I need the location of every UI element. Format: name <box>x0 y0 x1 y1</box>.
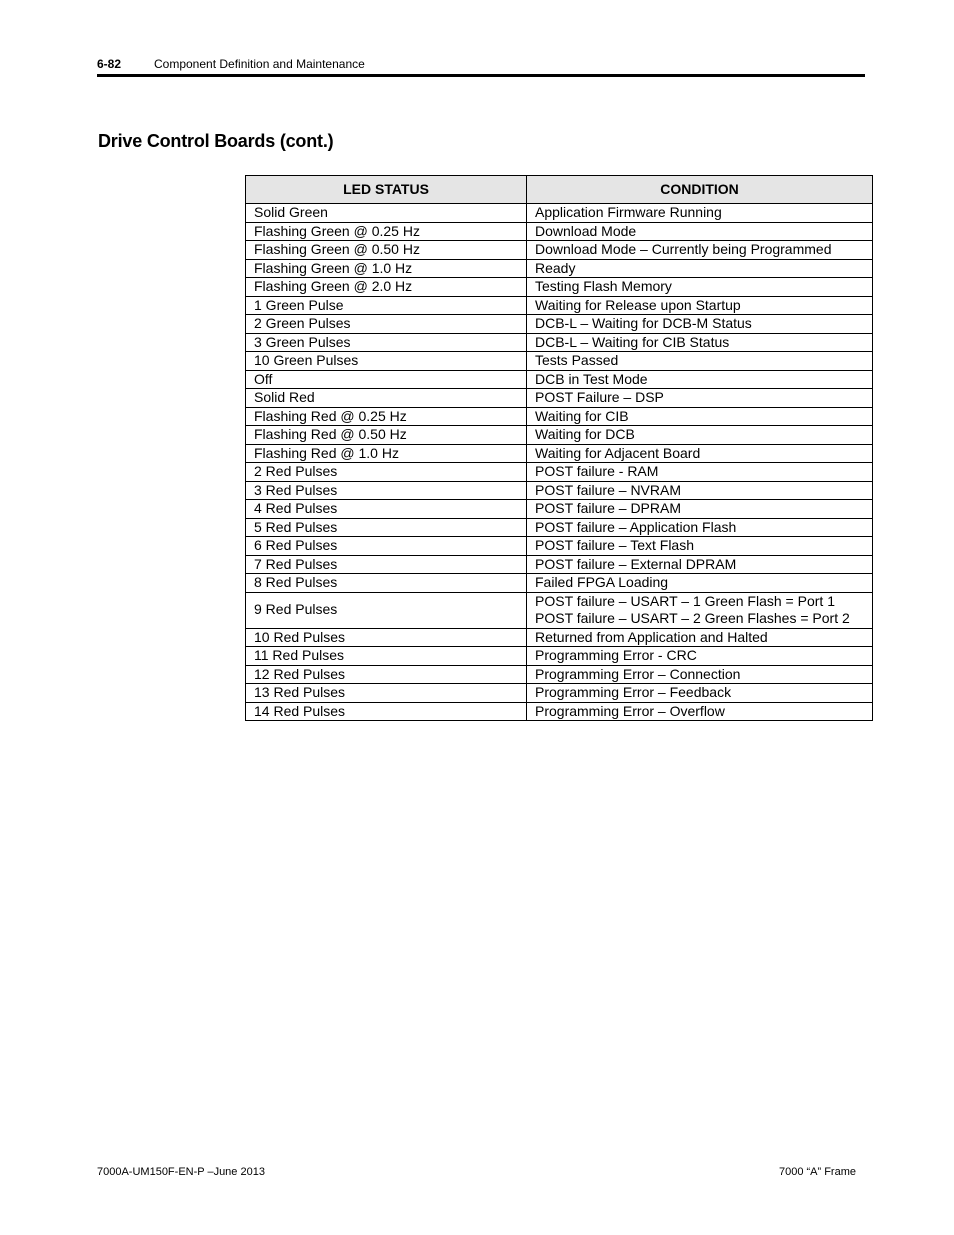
condition-cell <box>527 481 873 500</box>
condition-text: Programming Error – Connection <box>535 665 741 682</box>
table-row <box>246 352 873 371</box>
led-status-cell: 3 Green Pulses <box>246 333 527 352</box>
led-status-cell: 10 Green Pulses <box>246 352 527 371</box>
led-status-cell: 14 Red Pulses <box>246 702 527 721</box>
condition-text: Programming Error – Feedback <box>535 684 732 700</box>
condition-text: Waiting for DCB <box>535 426 635 442</box>
table-row <box>246 259 873 278</box>
table-row <box>246 555 873 574</box>
table-body <box>246 204 873 721</box>
condition-text: Waiting for CIB <box>535 407 629 424</box>
condition-cell <box>527 222 873 241</box>
condition-text: Waiting for Release upon Startup <box>535 296 741 313</box>
led-status-cell: 4 Red Pulses <box>246 500 527 519</box>
table-row <box>246 389 873 408</box>
condition-cell <box>527 574 873 593</box>
table-row <box>246 407 873 426</box>
condition-cell <box>527 537 873 556</box>
table-row <box>246 628 873 647</box>
condition-cell <box>527 555 873 574</box>
condition-text: Failed FPGA Loading <box>535 574 669 590</box>
led-status-cell: Flashing Green @ 1.0 Hz <box>246 259 527 278</box>
led-status-cell: Flashing Red @ 0.50 Hz <box>246 426 527 445</box>
section-name: Component Definition and Maintenance <box>154 57 365 71</box>
led-status-cell: Flashing Red @ 0.25 Hz <box>246 407 527 426</box>
table-header-row <box>246 176 873 204</box>
table-row <box>246 241 873 260</box>
page-title: Drive Control Boards (cont.) <box>98 131 334 151</box>
led-status-cell: 5 Red Pulses <box>246 518 527 537</box>
condition-cell <box>527 444 873 463</box>
led-status-cell: Off <box>246 370 527 389</box>
table-row <box>246 647 873 666</box>
table-row <box>246 574 873 593</box>
table-row <box>246 592 873 628</box>
led-status-cell: Flashing Green @ 0.25 Hz <box>246 222 527 241</box>
condition-text: POST failure - RAM <box>535 463 659 479</box>
table-row <box>246 426 873 445</box>
footer-product: 7000 “A” Frame <box>778 1166 856 1178</box>
condition-text: Programming Error – Overflow <box>535 702 725 719</box>
led-status-table <box>245 175 873 721</box>
table-row <box>246 333 873 352</box>
condition-cell <box>527 684 873 703</box>
led-status-cell: Solid Red <box>246 389 527 408</box>
condition-cell <box>527 370 873 389</box>
condition-cell <box>527 352 873 371</box>
condition-text: Waiting for Adjacent Board <box>535 444 701 461</box>
condition-text: POST failure – DPRAM <box>535 500 682 516</box>
led-status-cell: Solid Green <box>246 204 527 223</box>
led-status-cell: 9 Red Pulses <box>246 592 527 628</box>
condition-cell <box>527 407 873 426</box>
condition-text: POST failure – USART – 1 Green Flash = Port 1 <box>535 592 835 609</box>
table-row <box>246 665 873 684</box>
condition-text: DCB-L – Waiting for DCB-M Status <box>535 315 752 331</box>
column-header-condition: CONDITION <box>527 176 873 204</box>
table-row <box>246 684 873 703</box>
led-status-cell: 2 Red Pulses <box>246 463 527 482</box>
condition-text: POST failure – Text Flash <box>535 537 694 553</box>
condition-cell <box>527 259 873 278</box>
led-status-cell: 11 Red Pulses <box>246 647 527 666</box>
condition-cell <box>527 315 873 334</box>
condition-cell <box>527 463 873 482</box>
condition-text: POST failure – Application Flash <box>535 518 737 535</box>
led-status-cell: 10 Red Pulses <box>246 628 527 647</box>
condition-cell <box>527 333 873 352</box>
condition-cell <box>527 204 873 223</box>
condition-cell <box>527 500 873 519</box>
page-header <box>97 56 865 77</box>
condition-cell <box>527 592 873 628</box>
condition-cell <box>527 241 873 260</box>
condition-text: Testing Flash Memory <box>535 278 672 294</box>
condition-text: DCB-L – Waiting for CIB Status <box>535 333 730 350</box>
condition-text: Programming Error - CRC <box>535 647 697 663</box>
table-row <box>246 702 873 721</box>
table-row <box>246 500 873 519</box>
condition-cell <box>527 665 873 684</box>
page-number: 6-82 <box>97 57 122 71</box>
condition-text: Tests Passed <box>535 352 619 368</box>
led-status-cell: 1 Green Pulse <box>246 296 527 315</box>
condition-text: POST failure – NVRAM <box>535 481 682 498</box>
led-status-cell: 8 Red Pulses <box>246 574 527 593</box>
condition-cell <box>527 702 873 721</box>
condition-text: Application Firmware Running <box>535 204 722 220</box>
condition-cell <box>527 647 873 666</box>
led-status-cell: Flashing Green @ 2.0 Hz <box>246 278 527 297</box>
led-status-cell: 7 Red Pulses <box>246 555 527 574</box>
condition-text: Download Mode – Currently being Programmed <box>535 241 832 257</box>
condition-cell <box>527 518 873 537</box>
table-row <box>246 222 873 241</box>
led-status-cell: 2 Green Pulses <box>246 315 527 334</box>
condition-text: POST failure – USART – 2 Green Flashes = Port 2 <box>535 610 850 626</box>
led-status-cell: 13 Red Pulses <box>246 684 527 703</box>
condition-cell <box>527 389 873 408</box>
table-row <box>246 481 873 500</box>
condition-text: Download Mode <box>535 222 637 239</box>
footer-doc-id: 7000A-UM150F-EN-P –June 2013 <box>97 1166 265 1178</box>
condition-text: DCB in Test Mode <box>535 370 648 387</box>
condition-text: Returned from Application and Halted <box>535 628 768 645</box>
table-row <box>246 463 873 482</box>
condition-cell <box>527 296 873 315</box>
table-row <box>246 204 873 223</box>
condition-cell <box>527 628 873 647</box>
condition-cell <box>527 278 873 297</box>
led-status-cell: 6 Red Pulses <box>246 537 527 556</box>
led-status-cell: Flashing Green @ 0.50 Hz <box>246 241 527 260</box>
condition-text: POST failure – External DPRAM <box>535 555 737 572</box>
condition-text: Ready <box>535 259 576 276</box>
led-status-cell: Flashing Red @ 1.0 Hz <box>246 444 527 463</box>
table-row <box>246 315 873 334</box>
condition-text: POST Failure – DSP <box>535 389 664 405</box>
led-status-cell: 3 Red Pulses <box>246 481 527 500</box>
column-header-led-status: LED STATUS <box>246 176 527 204</box>
table-row <box>246 444 873 463</box>
led-status-cell: 12 Red Pulses <box>246 665 527 684</box>
table-row <box>246 518 873 537</box>
table-row <box>246 278 873 297</box>
table-row <box>246 370 873 389</box>
condition-cell <box>527 426 873 445</box>
table-row <box>246 537 873 556</box>
table-row <box>246 296 873 315</box>
